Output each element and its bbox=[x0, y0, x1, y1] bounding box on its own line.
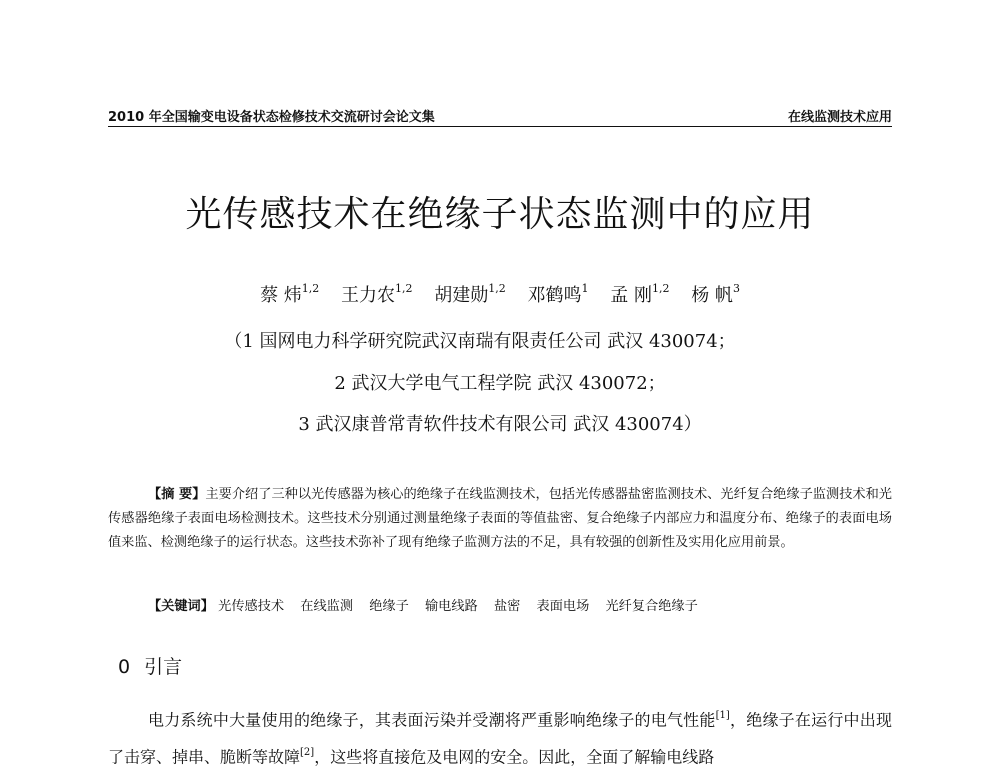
citation-ref: [1] bbox=[715, 710, 730, 721]
author-affiliation-mark: 1,2 bbox=[488, 282, 506, 295]
keyword: 绝缘子 bbox=[369, 599, 409, 614]
section-title: 引言 bbox=[144, 656, 183, 678]
body-paragraph bbox=[108, 700, 892, 775]
section-number: 0 bbox=[118, 656, 131, 678]
keywords bbox=[148, 595, 710, 614]
author-affiliation-mark: 1,2 bbox=[395, 282, 413, 295]
author-list bbox=[0, 281, 1000, 307]
author bbox=[610, 282, 670, 306]
author-name: 邓鹤鸣 bbox=[527, 285, 582, 306]
affiliation-2: 2 武汉大学电气工程学院 武汉 430072； bbox=[334, 373, 666, 394]
body-text: ，绝缘子在运行中出现了击穿、掉串、脆断等故障 bbox=[108, 710, 892, 767]
affiliation-3: 3 武汉康普常青软件技术有限公司 武汉 430074） bbox=[298, 414, 702, 435]
body-text: 电力系统中大量使用的绝缘子，其表面污染并受潮将严重影响绝缘子的电气性能 bbox=[148, 710, 716, 730]
author-affiliation-mark: 1 bbox=[581, 282, 589, 295]
abstract-text: 主要介绍了三种以光传感器为核心的绝缘子在线监测技术，包括光传感器盐密监测技术、光纤复合绝缘子监测技术和光传感器绝缘子表面电场检测技术。这些技术分别通过测量绝缘子表面的等值盐密、复合绝缘子内部应力和温度分布、绝缘子的表面电场值来监、检测绝缘子的运行状态。这些技术弥补了现有绝缘子监测方法的不足，具有较强的创新性及实用化应用前景。 bbox=[108, 487, 892, 550]
keyword: 输电线路 bbox=[425, 599, 478, 614]
author-name: 蔡 炜 bbox=[260, 285, 302, 306]
keywords-label: 【关键词】 bbox=[148, 599, 214, 614]
keyword: 表面电场 bbox=[536, 599, 590, 614]
author bbox=[260, 282, 320, 306]
section-category: 在线监测技术应用 bbox=[787, 110, 892, 125]
affiliation-1: （1 国网电力科学研究院武汉南瑞有限责任公司 武汉 430074； bbox=[224, 331, 736, 352]
author-affiliation-mark: 1,2 bbox=[301, 282, 320, 295]
citation-ref: [2] bbox=[300, 747, 315, 759]
author-affiliation-mark: 1,2 bbox=[651, 282, 670, 295]
author bbox=[691, 282, 740, 306]
author-affiliation-mark: 3 bbox=[732, 282, 740, 295]
section-heading bbox=[118, 652, 182, 679]
body-text: ，这些将直接危及电网的安全。因此，全面了解输电线路 bbox=[314, 747, 715, 767]
author-name: 杨 帆 bbox=[691, 285, 733, 306]
abstract bbox=[108, 483, 892, 555]
proceedings-title: 2010 年全国输变电设备状态检修技术交流研讨会论文集 bbox=[108, 110, 435, 125]
keyword: 光纤复合绝缘子 bbox=[605, 599, 698, 614]
keyword: 盐密 bbox=[493, 599, 521, 614]
author-name: 孟 刚 bbox=[610, 285, 652, 306]
author-name: 王力农 bbox=[341, 285, 396, 306]
abstract-label: 【摘 要】 bbox=[148, 487, 206, 502]
author-name: 胡建勋 bbox=[434, 285, 489, 306]
keyword: 光传感技术 bbox=[218, 599, 285, 614]
keyword: 在线监测 bbox=[300, 599, 354, 614]
running-header bbox=[108, 104, 892, 127]
author bbox=[341, 282, 413, 306]
author bbox=[434, 282, 506, 306]
author bbox=[527, 282, 589, 306]
paper-title: 光传感技术在绝缘子状态监测中的应用 bbox=[185, 194, 815, 235]
